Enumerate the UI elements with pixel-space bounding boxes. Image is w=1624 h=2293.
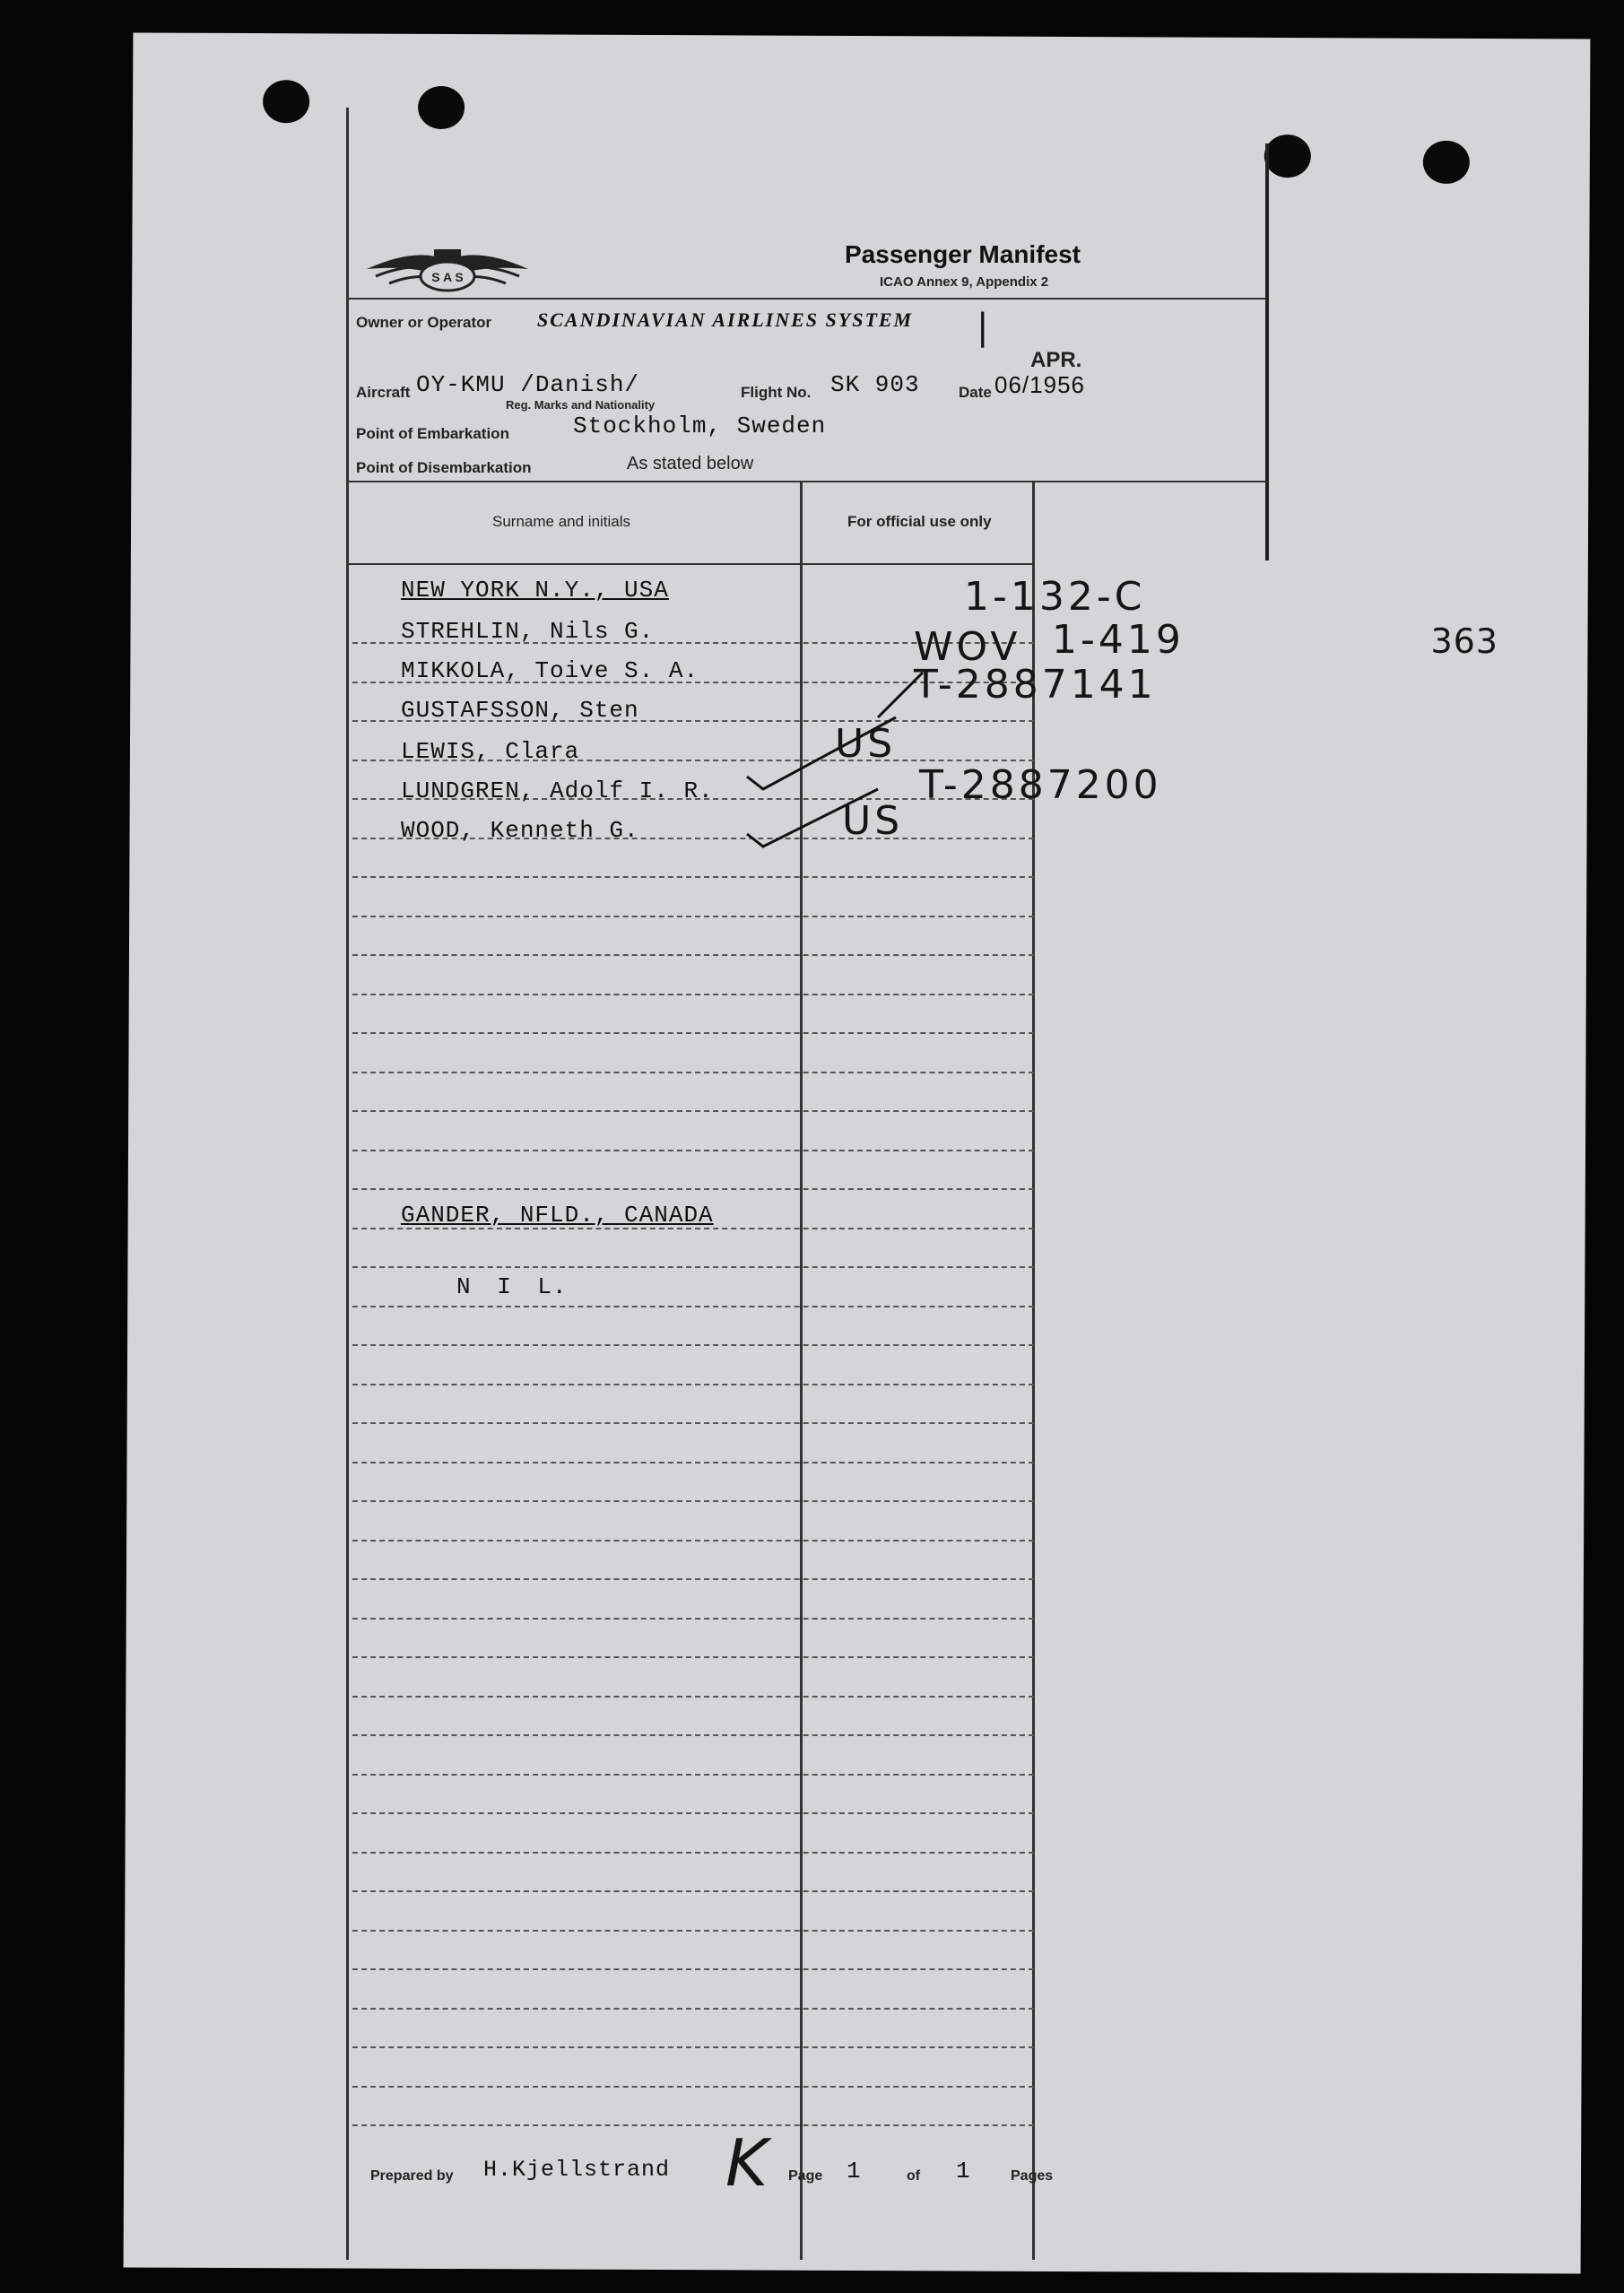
aircraft-label: Aircraft xyxy=(356,384,411,401)
manifest-form xyxy=(346,108,1266,2260)
ruled-line xyxy=(352,1384,1034,1385)
page-label: Page xyxy=(788,2168,823,2184)
ruled-line xyxy=(352,1344,1034,1346)
gander-nil: N I L. xyxy=(456,1273,568,1300)
date-label: Date xyxy=(959,384,992,401)
ruled-line xyxy=(352,1812,1034,1814)
destination-gander: GANDER, NFLD., CANADA xyxy=(401,1202,714,1229)
ruled-line xyxy=(352,916,1034,917)
ruled-line xyxy=(352,2124,1034,2126)
flight-label: Flight No. xyxy=(741,384,812,401)
ruled-line xyxy=(352,1734,1034,1736)
names-column-header: Surname and initials xyxy=(492,513,631,530)
official-annotation: T-2887141 xyxy=(914,662,1157,708)
embarkation-label: Point of Embarkation xyxy=(356,425,509,442)
aircraft-sublabel: Reg. Marks and Nationality xyxy=(506,398,656,412)
owner-value: SCANDINAVIAN AIRLINES SYSTEM xyxy=(537,308,914,331)
destination-new-york: NEW YORK N.Y., USA xyxy=(401,577,669,604)
ruled-line xyxy=(352,1696,1034,1698)
punch-hole-3 xyxy=(1264,135,1311,178)
ruled-line xyxy=(352,1032,1034,1034)
date-value: 06/1956 xyxy=(994,371,1085,398)
disembarkation-label: Point of Disembarkation xyxy=(356,459,532,476)
aircraft-value: OY-KMU /Danish/ xyxy=(416,371,640,398)
initials-signature: K xyxy=(725,2125,772,2201)
punch-hole-1 xyxy=(263,80,309,123)
form-right-border xyxy=(1265,143,1269,560)
header-rule-top xyxy=(349,298,1265,300)
ruled-line xyxy=(352,2008,1034,2010)
ruled-line xyxy=(352,1968,1034,1970)
of-value: 1 xyxy=(956,2158,971,2184)
official-annotation: 1-132-C xyxy=(964,574,1146,620)
passenger-row: WOOD, Kenneth G. xyxy=(401,817,639,844)
ruled-line xyxy=(352,1110,1034,1112)
ruled-line xyxy=(352,2086,1034,2088)
ruled-line xyxy=(352,1072,1034,1073)
official-annotation: T-2887200 xyxy=(919,762,1162,808)
ruled-line xyxy=(352,1540,1034,1542)
ruled-line xyxy=(352,1656,1034,1658)
ruled-line xyxy=(352,1578,1034,1580)
passenger-row: LUNDGREN, Adolf I. R. xyxy=(401,777,714,804)
column-header-rule xyxy=(349,563,1035,565)
ruled-line xyxy=(352,1852,1034,1854)
ruled-line xyxy=(352,1422,1034,1424)
ruled-line xyxy=(352,1462,1034,1464)
prepared-by-label: Prepared by xyxy=(370,2168,454,2184)
of-label: of xyxy=(907,2168,921,2184)
official-annotation: US xyxy=(842,798,904,844)
owner-mark: | xyxy=(977,307,993,348)
passenger-row: MIKKOLA, Toive S. A. xyxy=(401,657,699,684)
official-column-header: For official use only xyxy=(847,513,992,530)
official-column-right-border xyxy=(1032,482,1035,2260)
ruled-line xyxy=(352,1150,1034,1151)
prepared-by-value: H.Kjellstrand xyxy=(483,2157,671,2183)
svg-text:S A S: S A S xyxy=(431,270,464,284)
ruled-line xyxy=(352,994,1034,995)
ruled-line xyxy=(352,1188,1034,1190)
ruled-line xyxy=(352,2046,1034,2048)
passenger-row: STREHLIN, Nils G. xyxy=(401,618,655,645)
date-month: APR. xyxy=(1030,348,1082,372)
official-annotation: WOV xyxy=(914,624,1021,670)
ruled-line xyxy=(352,954,1034,956)
ruled-line xyxy=(352,1306,1034,1307)
ruled-line xyxy=(352,1774,1034,1776)
flight-value: SK 903 xyxy=(830,371,920,398)
manifest-title: Passenger Manifest xyxy=(845,240,1081,268)
ruled-line xyxy=(352,1266,1034,1268)
official-annotation: US xyxy=(835,721,897,767)
punch-hole-4 xyxy=(1423,141,1470,184)
page-value: 1 xyxy=(847,2158,862,2184)
owner-label: Owner or Operator xyxy=(356,314,492,331)
manifest-subtitle: ICAO Annex 9, Appendix 2 xyxy=(880,274,1049,290)
ruled-line xyxy=(352,1500,1034,1502)
airline-wings-logo xyxy=(362,242,533,305)
passenger-row: LEWIS, Clara xyxy=(401,738,580,765)
disembarkation-value: As stated below xyxy=(627,454,754,473)
passenger-row: GUSTAFSSON, Sten xyxy=(401,697,639,724)
pages-label: Pages xyxy=(1011,2168,1054,2184)
page-number-annotation: 363 xyxy=(1430,621,1499,662)
ruled-line xyxy=(352,1618,1034,1620)
embarkation-value: Stockholm, Sweden xyxy=(573,413,827,439)
ruled-line xyxy=(352,1930,1034,1932)
official-annotation: 1-419 xyxy=(1052,617,1185,663)
ruled-line xyxy=(352,1890,1034,1892)
header-rule-bottom xyxy=(349,481,1267,482)
